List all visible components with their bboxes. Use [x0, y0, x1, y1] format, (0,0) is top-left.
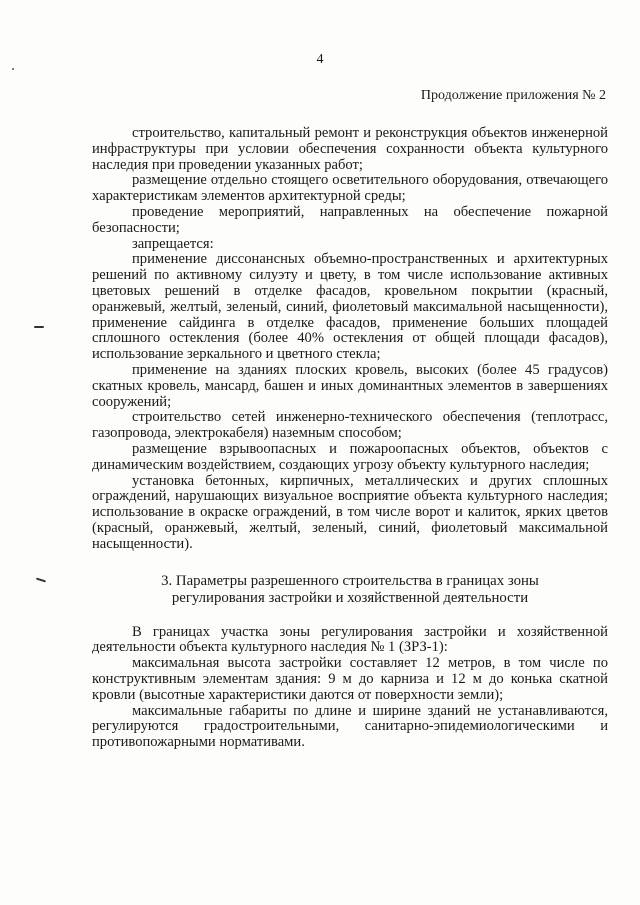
paragraph: максимальные габариты по длине и ширине зданий не устанавливаются, регулируются градостроительными, санитарно-эпидемиологическими и противопожарными нормативами. — [92, 702, 608, 751]
paragraph: применение диссонансных объемно-пространственных и архитектурных решений по активному силуэту и цвету, в том числе использование активных цветовых решений в отделке фасадов, кровельном покрытии (красный, оранжевый, желтый, зеленый, синий, фиолетовый максимальной насыщенности), применение сайдинга в отделке фасадов, применение больших площадей сплошного остекления (более 40% остекления от общей площади фасадов), использование зеркального и цветного стекла; — [92, 251, 608, 363]
page-number: 4 — [316, 52, 324, 67]
paragraph: установка бетонных, кирпичных, металлических и других сплошных ограждений, нарушающих визуальное восприятие объекта культурного наследия; использование в окраске ограждений, в том числе ворот и калиток, ярких цветов (красный, оранжевый, желтый, зеленый, синий, фиолетовый максимальной насыщенности). — [92, 472, 608, 552]
margin-mark — [36, 578, 46, 583]
section-heading-line: регулирования застройки и хозяйственной деятельности — [171, 589, 529, 606]
paragraph: строительство сетей инженерно-технического обеспечения (теплотрасс, газопровода, электрокабеля) наземным способом; — [92, 409, 608, 442]
paragraph: максимальная высота застройки составляет 12 метров, в том числе по конструктивным элементам здания: 9 м до карниза и 12 м до конька скатной кровли (высотные характеристики даются от поверхности земли); — [92, 655, 608, 703]
paragraph: размещение взрывоопасных и пожароопасных объектов, объектов с динамическим воздействием, создающих угрозу объекту культурного наследия; — [92, 440, 608, 473]
scan-speck — [12, 68, 14, 70]
paragraph: применение на зданиях плоских кровель, высоких (более 45 градусов) скатных кровель, мансард, башен и иных доминантных элементов в завершениях сооружений; — [92, 361, 608, 410]
paragraph: запрещается: — [132, 235, 214, 252]
section-heading-line: 3. Параметры разрешенного строительства в границах зоны — [161, 572, 539, 589]
paragraph: В границах участка зоны регулирования застройки и хозяйственной деятельности объекта культурного наследия № 1 (ЗРЗ-1): — [92, 623, 608, 656]
section-heading — [92, 573, 608, 607]
appendix-continuation-note: Продолжение приложения № 2 — [420, 88, 606, 103]
margin-mark — [34, 326, 44, 328]
document-body — [92, 126, 608, 751]
paragraph: проведение мероприятий, направленных на обеспечение пожарной безопасности; — [92, 203, 608, 236]
paragraph: строительство, капитальный ремонт и реконструкция объектов инженерной инфраструктуры при условии обеспечения сохранности объекта культурного наследия при проведении указанных работ; — [92, 125, 608, 173]
paragraph: размещение отдельно стоящего осветительного оборудования, отвечающего характеристикам элементов архитектурной среды; — [92, 172, 608, 205]
